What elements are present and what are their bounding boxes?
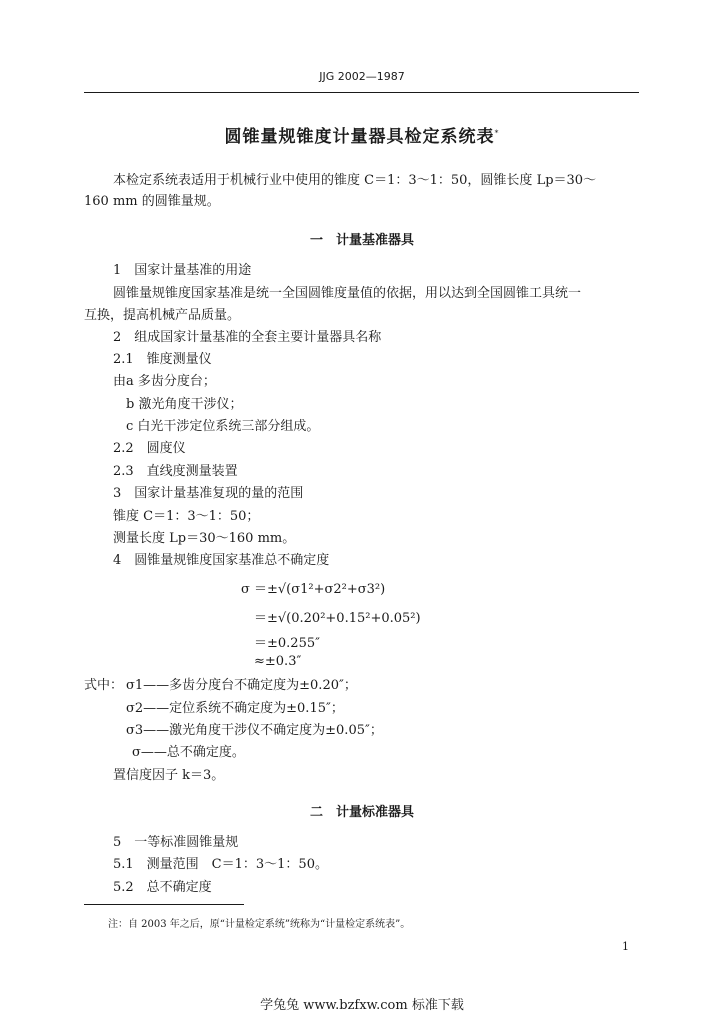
item-1-text-line-2: 互换，提高机械产品质量。 [84, 308, 241, 323]
footnote-rule [84, 904, 244, 905]
item-5-2: 5.2 总不确定度 [113, 880, 212, 895]
watermark: 学兔兔 www.bzfxw.com 标准下载 [260, 998, 464, 1013]
section-heading-2: 二 计量标准器具 [309, 805, 414, 820]
where-sigma-2: σ2——定位系统不确定度为±0.15″； [126, 701, 344, 716]
item-5-1: 5.1 测量范围 C＝1：3～1：50。 [113, 857, 328, 872]
page-title [0, 122, 724, 147]
item-2: 2 组成国家计量基准的全套主要计量器具名称 [113, 330, 382, 345]
item-3: 3 国家计量基准复现的量的范围 [113, 486, 304, 501]
item-2-3: 2.3 直线度测量装置 [113, 464, 238, 479]
intro-line-2: 160 mm 的圆锥量规。 [84, 194, 220, 209]
item-4: 4 圆锥量规锥度国家基准总不确定度 [113, 553, 330, 568]
item-5: 5 一等标准圆锥量规 [113, 835, 239, 850]
item-1-text-line-1: 圆锥量规锥度国家基准是统一全国圆锥度量值的依据，用以达到全国圆锥工具统一 [113, 286, 582, 301]
where-label: 式中： [84, 678, 124, 693]
formula-line-4: ≈±0.3″ [254, 654, 302, 669]
item-2-1: 2.1 锥度测量仪 [113, 352, 212, 367]
footnote: 注：自 2003 年之后，原“计量检定系统”统称为“计量检定系统表”。 [108, 919, 411, 930]
title-footnote-mark: * [494, 128, 500, 138]
document-code-header [0, 70, 724, 83]
section-heading-1: 一 计量基准器具 [309, 233, 414, 248]
header-rule [84, 92, 639, 93]
title-text: 圆锥量规锥度计量器具检定系统表 [224, 127, 495, 147]
item-2-1-a: 由a 多齿分度台； [113, 374, 216, 389]
item-3-taper: 锥度 C＝1：3～1：50； [113, 509, 260, 524]
item-2-1-c: c 白光干涉定位系统三部分组成。 [126, 419, 320, 434]
intro-line-1: 本检定系统表适用于机械行业中使用的锥度 C＝1：3～1：50，圆锥长度 Lp＝30～ [113, 173, 597, 188]
item-2-1-b: b 激光角度干涉仪； [126, 397, 243, 412]
where-sigma-3: σ3——激光角度干涉仪不确定度为±0.05″； [126, 723, 383, 738]
formula-line-3: ＝±0.255″ [254, 636, 320, 651]
where-sigma: σ——总不确定度。 [132, 745, 245, 760]
item-2-2: 2.2 圆度仪 [113, 441, 186, 456]
coverage-factor: 置信度因子 k＝3。 [113, 768, 225, 783]
where-sigma-1: σ1——多齿分度台不确定度为±0.20″； [126, 678, 357, 693]
header-code: JJG 2002—1987 [319, 70, 405, 83]
item-1: 1 国家计量基准的用途 [113, 263, 252, 278]
page-number: 1 [622, 940, 629, 953]
formula-line-1: σ ＝±√(σ1²+σ2²+σ3²) [241, 582, 386, 597]
formula-line-2: ＝±√(0.20²+0.15²+0.05²) [254, 611, 421, 626]
item-3-length: 测量长度 Lp＝30～160 mm。 [113, 531, 296, 546]
